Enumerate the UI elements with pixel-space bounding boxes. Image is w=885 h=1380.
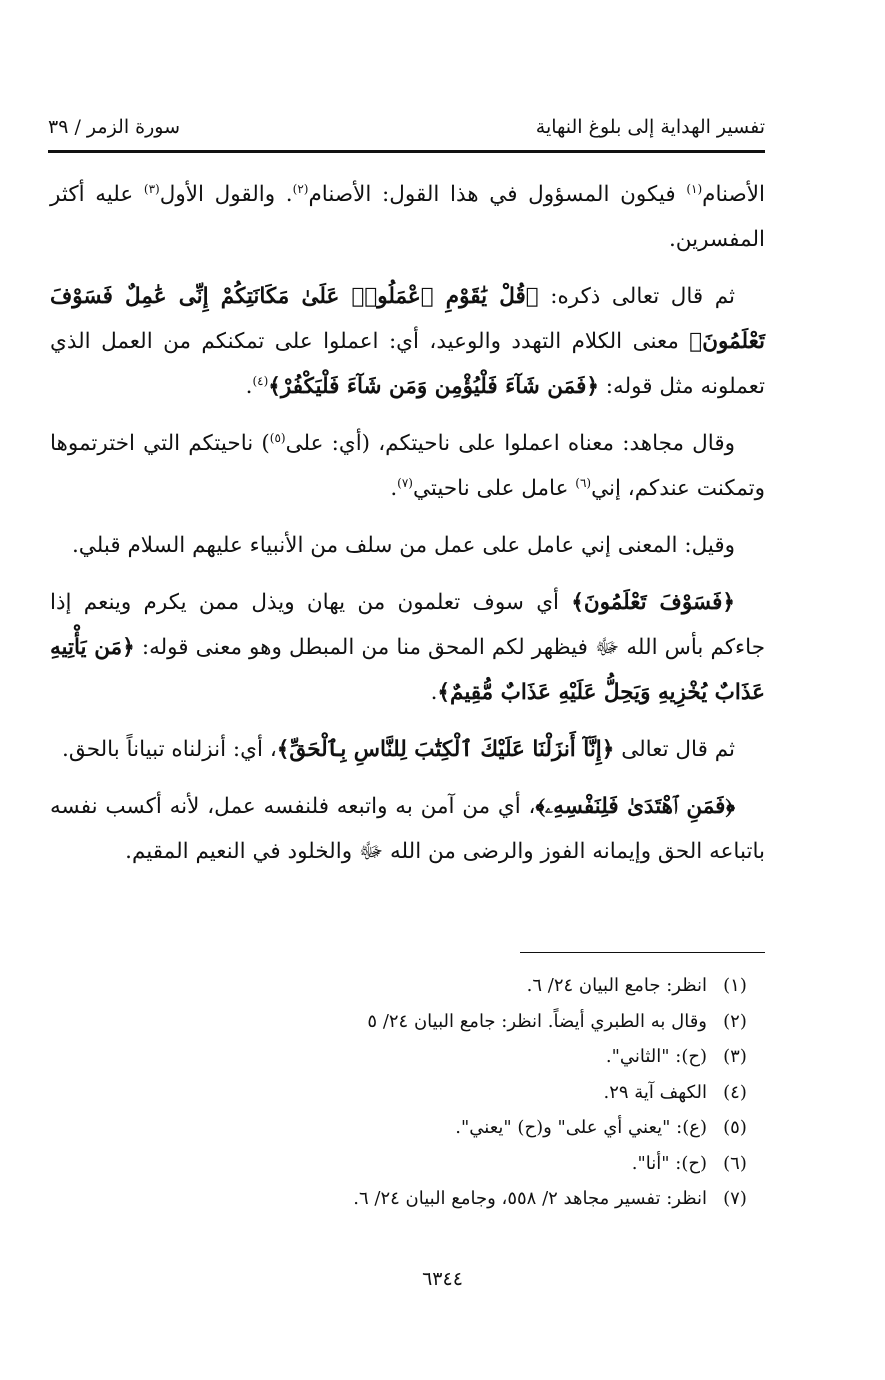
footnote-item (50, 1110, 763, 1146)
quran-verse: ﴿فَمَن شَآءَ فَلْيُؤْمِن وَمَن شَآءَ فَلْيَكْفُرْ﴾ (268, 374, 599, 399)
quran-verse: ﴿قُلْ يَٰقَوْمِ ٱعْمَلُوا۟ عَلَىٰ مَكَانَتِكُمْ إِنِّى عَٰمِلٌ فَسَوْفَ تَعْلَمُونَ﴾ (50, 284, 765, 354)
footnotes (50, 968, 763, 1217)
book-title: تفسير الهداية إلى بلوغ النهاية (535, 116, 765, 138)
footnote-item (50, 1075, 763, 1111)
footnote-text: (ع): "يعني أي على" و(ح) "يعني". (455, 1117, 707, 1139)
paragraph-6 (50, 727, 765, 772)
text-run: ثم قال تعالى ذكره: (538, 284, 735, 309)
footnote-ref: (٦) (575, 475, 592, 490)
paragraph-1 (50, 172, 765, 262)
page-number: ٦٣٤٤ (422, 1268, 463, 1290)
running-header (48, 112, 765, 142)
text-run: عامل على ناحيتي (412, 476, 576, 501)
footnote-text: (ح): "أنا". (631, 1152, 707, 1174)
quran-verse: ﴿مَن يَأْتِيهِ عَذَابٌ يُخْزِيهِ وَيَحِلُّ عَلَيْهِ عَذَابٌ مُّقِيمٌ﴾ (50, 635, 765, 705)
quran-verse: ﴿فَمَنِ ٱهْتَدَىٰ فَلِنَفْسِهِۦ﴾ (535, 794, 735, 819)
text-run: فيكون المسؤول في هذا القول: الأصنام (308, 182, 687, 207)
text-run: عليه أكثر المفسرين. (50, 182, 765, 252)
footnote-ref: (٣) (143, 181, 160, 196)
footnote-text: الكهف آية ٢٩. (603, 1081, 707, 1103)
footnote-ref: (٤) (252, 373, 269, 388)
text-run: الأصنام (702, 182, 765, 207)
text-run: . والقول الأول (159, 182, 293, 207)
footnote-number: (٦) (723, 1152, 747, 1174)
text-run: معنى الكلام التهدد والوعيد، أي: اعملوا على تمكنكم من العمل الذي تعملونه مثل قوله: (50, 329, 765, 399)
footnote-number: (٣) (723, 1046, 747, 1068)
main-text (50, 172, 765, 886)
footnote-number: (٤) (723, 1081, 747, 1103)
text-run: ، أي من آمن به واتبعه فلنفسه عمل، لأنه أكسب نفسه باتباعه الحق وإيمانه الفوز والرضى من الله ﷻ والخلود في النعيم المقيم. (50, 794, 765, 864)
text-run: ثم قال تعالى (614, 737, 735, 762)
text-run: . (245, 374, 253, 399)
text-run: أي سوف تعلمون من يهان ويذل ممن يكرم وينعم إذا جاءكم بأس الله ﷻ فيظهر لكم المحق منا من المبطل وهو معنى قوله: (50, 590, 766, 660)
footnote-text: انظر: جامع البيان ٢٤/ ٦. (526, 975, 707, 997)
footnote-text: وقال به الطبري أيضاً. انظر: جامع البيان ٢٤/ ٥ (367, 1010, 707, 1032)
footnote-number: (٧) (723, 1188, 747, 1210)
footnote-number: (١) (723, 975, 747, 997)
footnote-item (50, 1181, 763, 1217)
paragraph-7 (50, 784, 765, 874)
text-run: وقال مجاهد: معناه اعملوا على ناحيتكم، (أي: على (285, 431, 735, 456)
footnote-number: (٥) (723, 1117, 747, 1139)
footnote-ref: (٧) (397, 475, 413, 490)
footnote-text: انظر: تفسير مجاهد ٢/ ٥٥٨، وجامع البيان ٢٤/ ٦. (353, 1188, 707, 1210)
text-run: . (390, 476, 398, 501)
footnote-number: (٢) (723, 1010, 747, 1032)
quran-verse: ﴿إِنَّآ أَنزَلْنَا عَلَيْكَ ٱلْكِتَٰبَ لِلنَّاسِ بِٱلْحَقِّ﴾ (276, 737, 615, 762)
footnote-divider (520, 952, 765, 953)
text-run: ) ناحيتكم التي اخترتموها وتمكنت عندكم، إني (50, 431, 765, 501)
footnote-item (50, 1004, 763, 1040)
quran-verse: ﴿فَسَوْفَ تَعْلَمُونَ﴾ (571, 590, 735, 615)
footnote-ref: (٢) (292, 181, 309, 196)
footnote-ref: (٥) (269, 430, 286, 445)
footnote-item (50, 1039, 763, 1075)
paragraph-5 (50, 580, 765, 715)
sura-label: سورة الزمر / ٣٩ (48, 116, 181, 138)
paragraph-3 (50, 421, 765, 511)
paragraph-4: وقيل: المعنى إني عامل على عمل من سلف من الأنبياء عليهم السلام قبلي. (71, 533, 735, 558)
paragraph-2 (50, 274, 765, 409)
text-run: . (430, 680, 438, 705)
footnote-item (50, 968, 763, 1004)
footnote-ref: (١) (686, 181, 703, 196)
footnote-item (50, 1146, 763, 1182)
footnote-text: (ح): "الثاني". (605, 1046, 707, 1068)
header-divider (48, 150, 765, 153)
text-run: ، أي: أنزلناه تبياناً بالحق. (61, 737, 277, 762)
